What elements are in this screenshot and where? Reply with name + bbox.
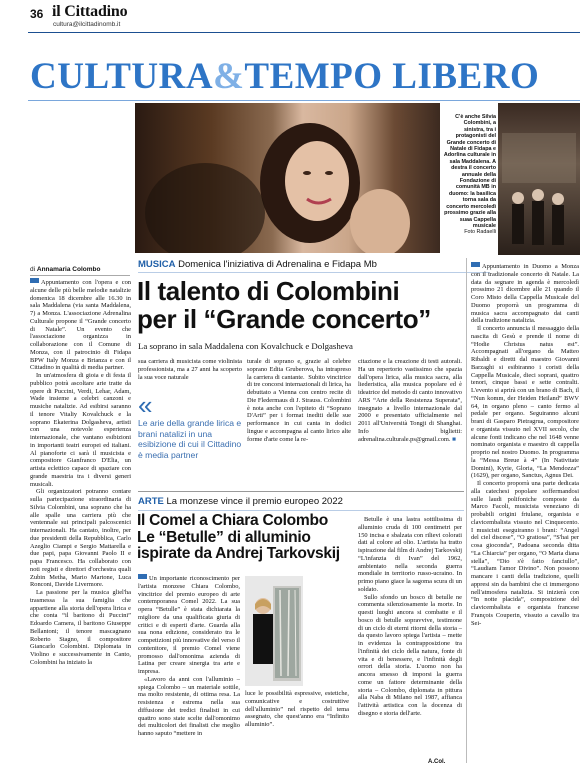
article1-headline [137, 277, 431, 333]
byline-author: Annamaria Colombo [36, 266, 101, 273]
section-rule [28, 100, 580, 101]
article1-column-4 [358, 358, 462, 480]
section-title [30, 58, 539, 95]
artwork-photo [245, 576, 303, 686]
article1-subhead: La soprano in sala Maddalena con Kovalchuck e Dolgasheva [138, 341, 353, 351]
article1-col1-p3: Gli organizzatori potranno contare sulla partecipazione straordinaria di Silvia Colombini, una soprano che ha alle spalle una carriera più che ventennale sui principali palcoscenici internazionali. Ha cantato, inoltre, per due presidenti della Repubblica, Carlo Azeglio Ciampi e Sergio Mattarella e due papi, papa Giovanni Paolo II e papa Francesco. Ha collaborato con noti registi e direttori d'orchestra quali Zubin Metha, Mario Martone, Luca Ronconi, Davide Livermore. [30, 488, 131, 589]
paragraph-marker [138, 574, 147, 579]
concert-illustration [498, 103, 580, 255]
article2-headline [137, 513, 340, 563]
article2-signature: A.Col. [428, 759, 446, 765]
article1-column-2 [138, 358, 242, 388]
article2-headline-line3: ispirate da Andrej Tarkovskij [137, 545, 340, 563]
article2-col1-p1: Un importante riconoscimento per l'artista monzese Chiara Colombo, vincitrice del premio europeo di arte contemporanea Comel 2022. La sua opera “Betulle” è stata dichiarata la migliore da una qualificata giuria di critici e di esperti d'arte. Guarda alla sua nona edizione, considerato tra le competizioni più innovative del verso il contenitore, il premio Comel viene promosso dall'omonima azienda di Latina per creare sinergia tra arte e impresa. [138, 575, 240, 675]
concert-photo [498, 103, 580, 255]
article2-kicker [138, 496, 343, 507]
photo-credit: Foto Radaelli [464, 229, 496, 236]
article2-col2-text: luce le possibilità espressive, estetiche, comunicative e costruttive dell'alluminio” nel rispetto del tema assegnato, che quest'anno era “Infinito alluminio”. [245, 690, 349, 728]
section-ampersand: & [213, 56, 245, 97]
vertical-divider [466, 258, 467, 763]
article2-col1-p2: «Lavoro da anni con l'alluminio – spiega Colombo – un materiale sottile, ma molto resistente, di ottima resa. La resistenza e estrema nella sua diffusione dei tredici finalisti in cui quattro sono state scelte dall'omonimo dei multicolori dei finalisti che meglio hanno saputo “mettere in [138, 675, 240, 737]
right-col-p3: Il concerto proporrà una parte dedicata alla catechesi popolare soffermandosi sulle laudi polifoniche composte da Marco Facoli, musicista veneziano di probabili origini friulane, organista e clavicembalista vissuto nel Cinquecento. I musicisti eseguiranno i brani: “Angel del ciel discese”, “O gratiosa”, “S'hai per cosa gioconda”, Padoana seconda ditta “La Chiarcia” per organo, “O Maria diana stella”, “Dio s'è fatto fanciullo”, “Laudiam l'amor Divino”. Non possono mancare i canti della tradizione, quelli appresi sin da bambini che ci immergono nell'atmosfera natalizia. Si inizierà con “In notte placida”, composizione del clavicembalista e organista francese François Couperin, vissuto a cavallo tra Sei- [471, 480, 579, 627]
section-word-cultura: CULTURA [30, 56, 214, 97]
article1-col1-p1: Appuntamento con l'opera e con alcune delle più belle melodie natalizie domenica 18 dicembre alle 16.30 in sala Maddalena (via santa Maddalena, 7) a Monza. L'associazione Adrenalina Culturale propone il “Grande concerto di Natale”. Un evento che l'associazione organizza in collaborazione con il Comune di Monza, con il patrocinio di Fidapa BPW Italy Monza e Brianza e con il Cittadino in qualità di media partner. [30, 279, 131, 372]
article2-column-3 [358, 516, 462, 758]
photo-caption [442, 114, 496, 236]
article1-column-1 [30, 278, 131, 766]
right-col-p2: Il concerto annuncia il messaggio della nascita di Gesù e prende il nome di “Hodie Christus natus est”. Accompagnati all'organo da Matteo Ribaldi e diretti dal maestro Giovanni Barzaghi si esibiranno i coristi della Cappella Musicale, dieci soprani, quattro tenori, cinque bassi e sette contralti. L'evento si aprirà con un brano di Bach, il “Nun komm, der Heiden Heiland” BWV 64, in organo pleno – canto fermo al pedale per organo. Seguiranno alcuni brani di Gasparo Pietragrua, compositore e organista vissuto nel XVII secolo, che alcune fonti indicano che nel 1648 venne nominato organista e maestro di cappella proprio nel nostro Duomo. In programma la “Messa Breue à 4” (In Nativitate Domini), Kyrie, Gloria, “La Mendozza” (1629), per organo, Sanctus, Agnus Dei. [471, 325, 579, 480]
article2-top-rule [138, 491, 464, 492]
article2-headline-line2: Le “Betulle” di alluminio [137, 528, 311, 546]
article2-headline-line1: Il Comel a Chiara Colombo [137, 512, 328, 529]
article1-headline-line2: per il “Grande concerto” [137, 304, 431, 334]
article1-col4-text: citazione e la creazione di testi autorali. Ha un repertorio vastissimo che spazia dall'opera lirica, alla musica sacra, alla liederistica, alla musica popolare ed è ideatrice del metodo di canto innovativo ARS “Arte della Resistenza Superata”, insegnato a livello internazionale dal 2000 e presentato ufficialmente nel 2011 all'Università Tongji di Shanghai. Info biglietti: adrenalina.culturale.ps@gmail.com. [358, 358, 462, 443]
article2-kicker-text: La monzese vince il premio europeo 2022 [166, 496, 343, 507]
article1-col2-text: sua carriera di musicista come violinista professionista, ma a 27 anni ha scoperto la sua voce naturale [138, 358, 242, 381]
article1-headline-line1: Il talento di Colombini [137, 276, 400, 306]
article1-kicker [138, 259, 377, 270]
article1-col1-p2: In un'atmosfera di gioia e di festa il pubblico potrà ascoltare arie tratte da opere di Puccini, Verdi, Lehar, Adam, Wade insieme a celebri canzoni e musiche natalizie. Ad esibirsi saranno il tenore Vitaliy Kovalchuck e la soprano Ekaterina Dolgasheva, artisti con una notevole esperienza internazionale, che vantano esibizioni in importanti teatri europei ed italiani. Al pianoforte ci sarà il musicista e compositore Gianfranco D'Elia, un artista eclettico capace di spaziare con grande maestria tra i diversi generi musicali. [30, 372, 131, 488]
byline-prefix: di [30, 266, 36, 273]
article1-end-marker: ■ [452, 435, 456, 443]
paragraph-marker [30, 278, 39, 283]
section-word-tempo-libero: TEMPO LIBERO [244, 56, 540, 97]
paper-name: il Cittadino [52, 3, 128, 20]
masthead-email: cultura@ilcittadinomb.it [53, 21, 121, 28]
article1-column-3 [247, 358, 351, 480]
portrait-photo [135, 103, 440, 253]
right-col-p1: Appuntamento in Duomo a Monza con il tradizionale concerto di Natale. La data da segnare in agenda è mercoledì prossimo 21 dicembre alle 21 quando il Coro Misto della Cappella Musicale del Duomo proporrà un programma di musica sacra accompagnato dai canti della tradizione natalizia. [471, 263, 579, 325]
byline-rule [30, 275, 130, 276]
article2-column-1 [138, 574, 240, 766]
paragraph-marker [471, 262, 480, 267]
photo-caption-text: C'è anche Silvia Colombini, a sinistra, tra i protagonisti del Grande concerto di Natale di Fidapa e Adorlina culturale in sala Maddalena. A destra il concerto annuale della Fondazione di comunità MB in duomo: la basilica torna sala da concerto mercoledì prossimo grazie alla suaa Cappella musicale [443, 114, 496, 229]
article1-kicker-text: Domenica l'iniziativa di Adrenalina e Fidapa Mb [178, 259, 377, 270]
pullquote-mark: « [138, 390, 153, 420]
right-column [471, 262, 579, 766]
tag-arte: ARTE [138, 496, 164, 507]
article1-col1-p4: La passione per la musica gliel'ha trasmessa la sua famiglia che appartiene alla storia dell'opera lirica e che conta “il baritono di Puccini” Edoardo Camera, il baritono Giuseppe Bellantoni; il tenore mascagnano Roberto Stagno, il compositore Giancarlo Colombini. Diplomata in Violino e successivamente in Canto, Colombini ha iniziato la [30, 589, 131, 666]
page-number: 36 [30, 7, 44, 21]
masthead-rule [28, 32, 580, 33]
article2-col3-p2: Sullo sfondo un bosco di betulle ne commenta silenziosamente la morte. In questi luoghi ancora si combatte e il bosco di betulle sopravvive, testimone di un ciclo di eterni ritorni della storia – da questo lavoro spiega l'artista – mette in evidenza la contrapposizione tra l'infinità dei ciclo della natura, fonte di vita e di benessere, e l'infinità degli orrori della storia. L'uomo non ha ancora smesso di imporsi la guerra come un fattore determinante della storia – Colombo, diplomata in pittura alla Naba di Milano nel 1987, affianca l'attività artistica con la docenza di disegno e storia dell'arte. [358, 593, 462, 717]
article2-col3-p1: Betulle è una lastra sottilissima di alluminio cruda di 100 centimetri per 150 incisa e sbalzata con rilievi colorati dati al colore ad olio. L'artista ha tratto ispirazione dal film di Andrej Tarkovskij “L'infanzia di Ivan” del 1962, ambientato nella seconda guerra mondiale in territorio russo-ucraino. In primo piano giace la sagoma scura di un soldato. [358, 516, 462, 593]
article1-kicker-rule [138, 272, 490, 273]
artist-illustration [245, 576, 303, 686]
portrait-illustration [135, 103, 440, 253]
tag-musica: MUSICA [138, 259, 176, 270]
pullquote: Le arie della grande lirica e brani natalizi in una esibizione di cui il Cittadino è media partner [138, 418, 242, 460]
byline [30, 266, 100, 273]
article1-col3-text: turale di soprano e, grazie al celebre soprano Edita Gruberova, ha intrapreso la carriera di cantante. Subito vincitrice di tre concorsi internazionali di lirica, ha debuttato a Vienna con centro recite di Die Fledermaus di J. Strauss. Colombini è nota anche con l'epiteto di “Soprano D'Arti” per i format inediti delle sue performance in cui canta in dodici lingue e accompagna al canto lirico alte forme d'arte come la re- [247, 358, 351, 443]
article2-column-2 [245, 690, 349, 766]
article2-kicker-rule [138, 510, 464, 511]
